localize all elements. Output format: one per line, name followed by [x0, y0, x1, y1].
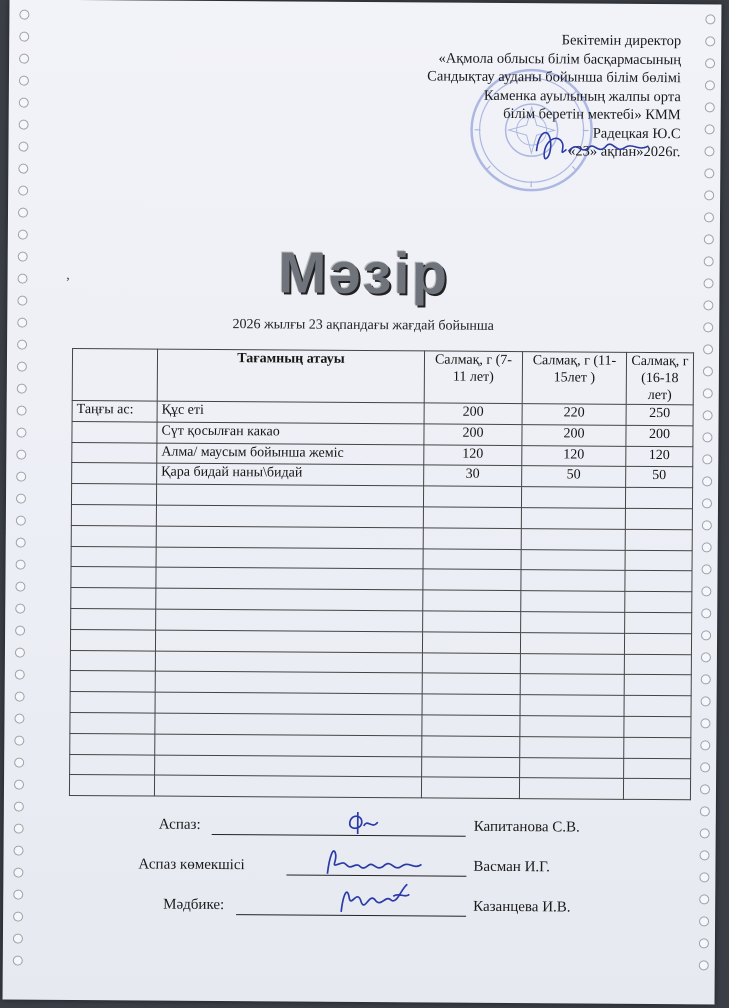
cook-name: Капитанова С.В.	[473, 818, 580, 836]
binding-hole	[17, 362, 27, 372]
director-signature	[528, 121, 658, 172]
weight-11-15-cell	[521, 549, 625, 571]
weight-11-15-cell	[521, 591, 625, 613]
table-body	[69, 400, 693, 799]
dish-name-cell	[155, 671, 422, 694]
weight-16-18-cell	[624, 737, 691, 758]
cook-assistant-name: Васман И.Г.	[473, 858, 550, 876]
dish-name-cell	[156, 547, 423, 570]
binding-hole	[16, 428, 26, 438]
binding-hole	[701, 586, 711, 596]
weight-7-11-cell	[423, 549, 521, 570]
binding-hole	[13, 890, 23, 900]
dish-name-cell: Қара бидай наны\бидай	[157, 463, 424, 486]
binding-hole	[705, 124, 715, 134]
weight-11-15-cell	[521, 528, 625, 550]
dish-name-cell	[156, 567, 423, 590]
weight-11-15-cell: 200	[522, 424, 626, 446]
dish-name-cell: Алма/ маусым бойынша жеміс	[157, 443, 424, 466]
approval-line: Бекітемін директор	[561, 32, 682, 50]
weight-16-18-cell: 200	[626, 425, 693, 446]
weight-11-15-cell	[519, 778, 623, 800]
weight-7-11-cell	[422, 652, 520, 673]
binding-hole	[19, 98, 29, 108]
binding-hole	[702, 454, 712, 464]
approval-line: Сандықтау ауданы бойынша білім бөлімі	[427, 68, 682, 87]
meal-cell	[71, 588, 156, 609]
dish-name-cell	[155, 651, 422, 674]
weight-7-11-cell	[421, 777, 519, 798]
binding-hole	[700, 806, 710, 816]
meal-cell	[71, 546, 156, 567]
weight-11-15-cell	[520, 736, 624, 758]
binding-hole	[702, 498, 712, 508]
binding-hole	[16, 450, 26, 460]
weight-11-15-cell: 50	[522, 466, 626, 488]
binding-hole	[17, 406, 27, 416]
binding-hole	[701, 652, 711, 662]
dish-name-cell	[154, 775, 421, 798]
binding-hole	[701, 608, 711, 618]
binding-hole	[14, 714, 24, 724]
meal-cell	[72, 442, 157, 463]
binding-hole	[19, 54, 29, 64]
weight-7-11-cell	[423, 590, 521, 611]
binding-hole	[18, 186, 28, 196]
meal-cell	[70, 671, 155, 692]
header-weight-16-18: Салмақ, г (16-18 лет)	[626, 352, 693, 404]
meal-cell	[70, 650, 155, 671]
meal-cell	[71, 484, 156, 505]
binding-hole	[19, 10, 29, 20]
binding-hole	[704, 168, 714, 178]
binding-hole	[19, 76, 29, 86]
weight-16-18-cell: 120	[626, 446, 693, 467]
binding-hole	[704, 146, 714, 156]
meal-cell	[72, 463, 157, 484]
binding-hole	[703, 366, 713, 376]
weight-11-15-cell	[520, 632, 624, 654]
weight-16-18-cell	[624, 716, 691, 737]
meal-cell	[71, 608, 156, 629]
binding-hole	[19, 120, 29, 130]
binding-hole	[16, 560, 26, 570]
weight-11-15-cell	[520, 695, 624, 717]
approval-line: Радецкая Ю.С	[592, 125, 681, 142]
weight-7-11-cell	[423, 486, 521, 507]
weight-11-15-cell	[520, 674, 624, 696]
binding-hole	[699, 938, 709, 948]
weight-16-18-cell	[625, 612, 692, 633]
weight-7-11-cell: 200	[424, 424, 522, 445]
approval-line: Каменка ауылының жалпы орта	[483, 87, 681, 105]
weight-7-11-cell	[422, 673, 520, 694]
meal-cell	[70, 712, 155, 733]
weight-7-11-cell	[422, 756, 520, 777]
weight-16-18-cell	[625, 488, 692, 509]
binding-hole	[700, 740, 710, 750]
weight-16-18-cell	[625, 529, 692, 550]
dish-name-cell	[155, 713, 422, 736]
binding-hole	[699, 894, 709, 904]
cook-assistant-signature	[321, 844, 431, 879]
menu-table	[69, 348, 694, 800]
binding-hole	[704, 212, 714, 222]
binding-hole	[17, 384, 27, 394]
weight-16-18-cell	[624, 695, 691, 716]
binding-hole	[18, 164, 28, 174]
binding-hole	[705, 102, 715, 112]
header-meal	[72, 348, 157, 401]
table-header-row	[72, 348, 693, 404]
meal-cell	[71, 504, 156, 525]
weight-16-18-cell	[624, 758, 691, 779]
binding-hole	[702, 476, 712, 486]
binding-hole	[15, 604, 25, 614]
dish-name-cell	[155, 630, 422, 653]
binding-hole	[15, 582, 25, 592]
weight-11-15-cell	[521, 508, 625, 530]
dish-name-cell	[156, 588, 423, 611]
dish-name-cell: Сүт қосылған какао	[157, 422, 424, 445]
binding-hole	[19, 32, 29, 42]
dish-name-cell	[156, 609, 423, 632]
weight-11-15-cell	[521, 570, 625, 592]
binding-hole	[15, 692, 25, 702]
nurse-role: Мәдбике:	[163, 896, 225, 914]
binding-hole	[15, 670, 25, 680]
meal-cell	[70, 692, 155, 713]
weight-11-15-cell	[520, 716, 624, 738]
weight-16-18-cell: 50	[626, 467, 693, 488]
binding-hole	[702, 542, 712, 552]
approval-line: білім беретін мектебі» КММ	[503, 105, 681, 124]
binding-hole	[15, 626, 25, 636]
binding-hole	[13, 868, 23, 878]
cook-signature	[344, 808, 384, 836]
nurse-name: Казанцева И.В.	[473, 898, 571, 916]
weight-7-11-cell	[423, 507, 521, 528]
meal-cell	[71, 525, 156, 546]
cook-signature-line	[212, 834, 466, 837]
dish-name-cell	[155, 692, 422, 715]
binding-hole	[703, 410, 713, 420]
dish-name-cell	[155, 755, 422, 778]
cook-role: Аспаз:	[158, 816, 201, 833]
weight-11-15-cell: 120	[522, 445, 626, 467]
binding-hole	[14, 846, 24, 856]
weight-7-11-cell	[422, 694, 520, 715]
binding-hole	[16, 472, 26, 482]
binding-hole	[703, 388, 713, 398]
page-title: Мәзір	[277, 240, 450, 307]
right-binding-holes	[697, 14, 718, 994]
binding-hole	[705, 80, 715, 90]
binding-hole	[15, 648, 25, 658]
weight-11-15-cell	[521, 612, 625, 634]
page-subtitle: 2026 жылғы 23 ақпандағы жағдай бойынша	[232, 317, 494, 334]
binding-hole	[700, 828, 710, 838]
binding-hole	[705, 36, 715, 46]
weight-11-15-cell: 220	[522, 404, 626, 426]
binding-hole	[18, 208, 28, 218]
binding-hole	[13, 934, 23, 944]
meal-cell	[70, 629, 155, 650]
weight-16-18-cell	[625, 571, 692, 592]
weight-7-11-cell	[422, 715, 520, 736]
approval-line: «23» ақпан»2026г.	[568, 143, 681, 161]
dish-name-cell	[155, 734, 422, 757]
weight-16-18-cell	[624, 654, 691, 675]
binding-hole	[700, 784, 710, 794]
binding-hole	[699, 916, 709, 926]
weight-16-18-cell	[625, 592, 692, 613]
weight-7-11-cell	[422, 736, 520, 757]
binding-hole	[700, 718, 710, 728]
nurse-signature	[335, 878, 415, 917]
weight-16-18-cell	[625, 550, 692, 571]
weight-16-18-cell	[624, 633, 691, 654]
binding-hole	[14, 780, 24, 790]
weight-11-15-cell	[521, 487, 625, 509]
binding-hole	[699, 872, 709, 882]
binding-hole	[16, 538, 26, 548]
weight-16-18-cell	[624, 675, 691, 696]
weight-7-11-cell: 120	[424, 445, 522, 466]
dish-name-cell	[156, 484, 423, 507]
stray-mark: ʼ	[65, 275, 71, 291]
binding-hole	[14, 758, 24, 768]
weight-16-18-cell	[625, 508, 692, 529]
meal-cell: Таңғы ас:	[72, 400, 157, 421]
binding-hole	[13, 956, 23, 966]
dish-name-cell	[156, 526, 423, 549]
weight-7-11-cell	[423, 569, 521, 590]
weight-7-11-cell: 200	[424, 403, 522, 424]
meal-cell	[70, 754, 155, 775]
binding-hole	[705, 14, 715, 24]
binding-hole	[700, 850, 710, 860]
meal-cell	[69, 775, 154, 796]
binding-hole	[14, 824, 24, 834]
weight-7-11-cell	[422, 632, 520, 653]
binding-hole	[16, 516, 26, 526]
binding-hole	[16, 494, 26, 504]
binding-hole	[702, 520, 712, 530]
binding-hole	[701, 630, 711, 640]
binding-hole	[701, 674, 711, 684]
binding-hole	[17, 340, 27, 350]
meal-cell	[72, 421, 157, 442]
dish-name-cell: Құс еті	[157, 401, 424, 424]
left-binding-holes	[11, 10, 32, 990]
meal-cell	[71, 567, 156, 588]
weight-11-15-cell	[520, 653, 624, 675]
document-page	[3, 0, 722, 1004]
weight-16-18-cell	[623, 779, 690, 800]
binding-hole	[705, 58, 715, 68]
meal-cell	[70, 733, 155, 754]
binding-hole	[699, 960, 709, 970]
binding-hole	[703, 344, 713, 354]
approval-line: «Ақмола облысы білім басқармасының	[438, 50, 682, 68]
binding-hole	[702, 564, 712, 574]
binding-hole	[18, 142, 28, 152]
binding-hole	[13, 912, 23, 922]
binding-hole	[14, 736, 24, 746]
table-row	[69, 775, 690, 800]
weight-7-11-cell: 30	[424, 465, 522, 486]
weight-7-11-cell	[423, 528, 521, 549]
weight-16-18-cell: 250	[626, 404, 693, 425]
dish-name-cell	[156, 505, 423, 528]
cook-assistant-role: Аспаз көмекшісі	[138, 856, 245, 874]
binding-hole	[702, 432, 712, 442]
weight-11-15-cell	[520, 757, 624, 779]
binding-hole	[700, 762, 710, 772]
header-dish-name: Тағамның атауы	[157, 349, 424, 403]
binding-hole	[704, 190, 714, 200]
binding-hole	[14, 802, 24, 812]
header-weight-11-15: Салмақ, г (11-15лет )	[522, 352, 626, 405]
binding-hole	[701, 696, 711, 706]
header-weight-7-11: Салмақ, г (7-11 лет)	[424, 351, 522, 404]
weight-7-11-cell	[423, 611, 521, 632]
